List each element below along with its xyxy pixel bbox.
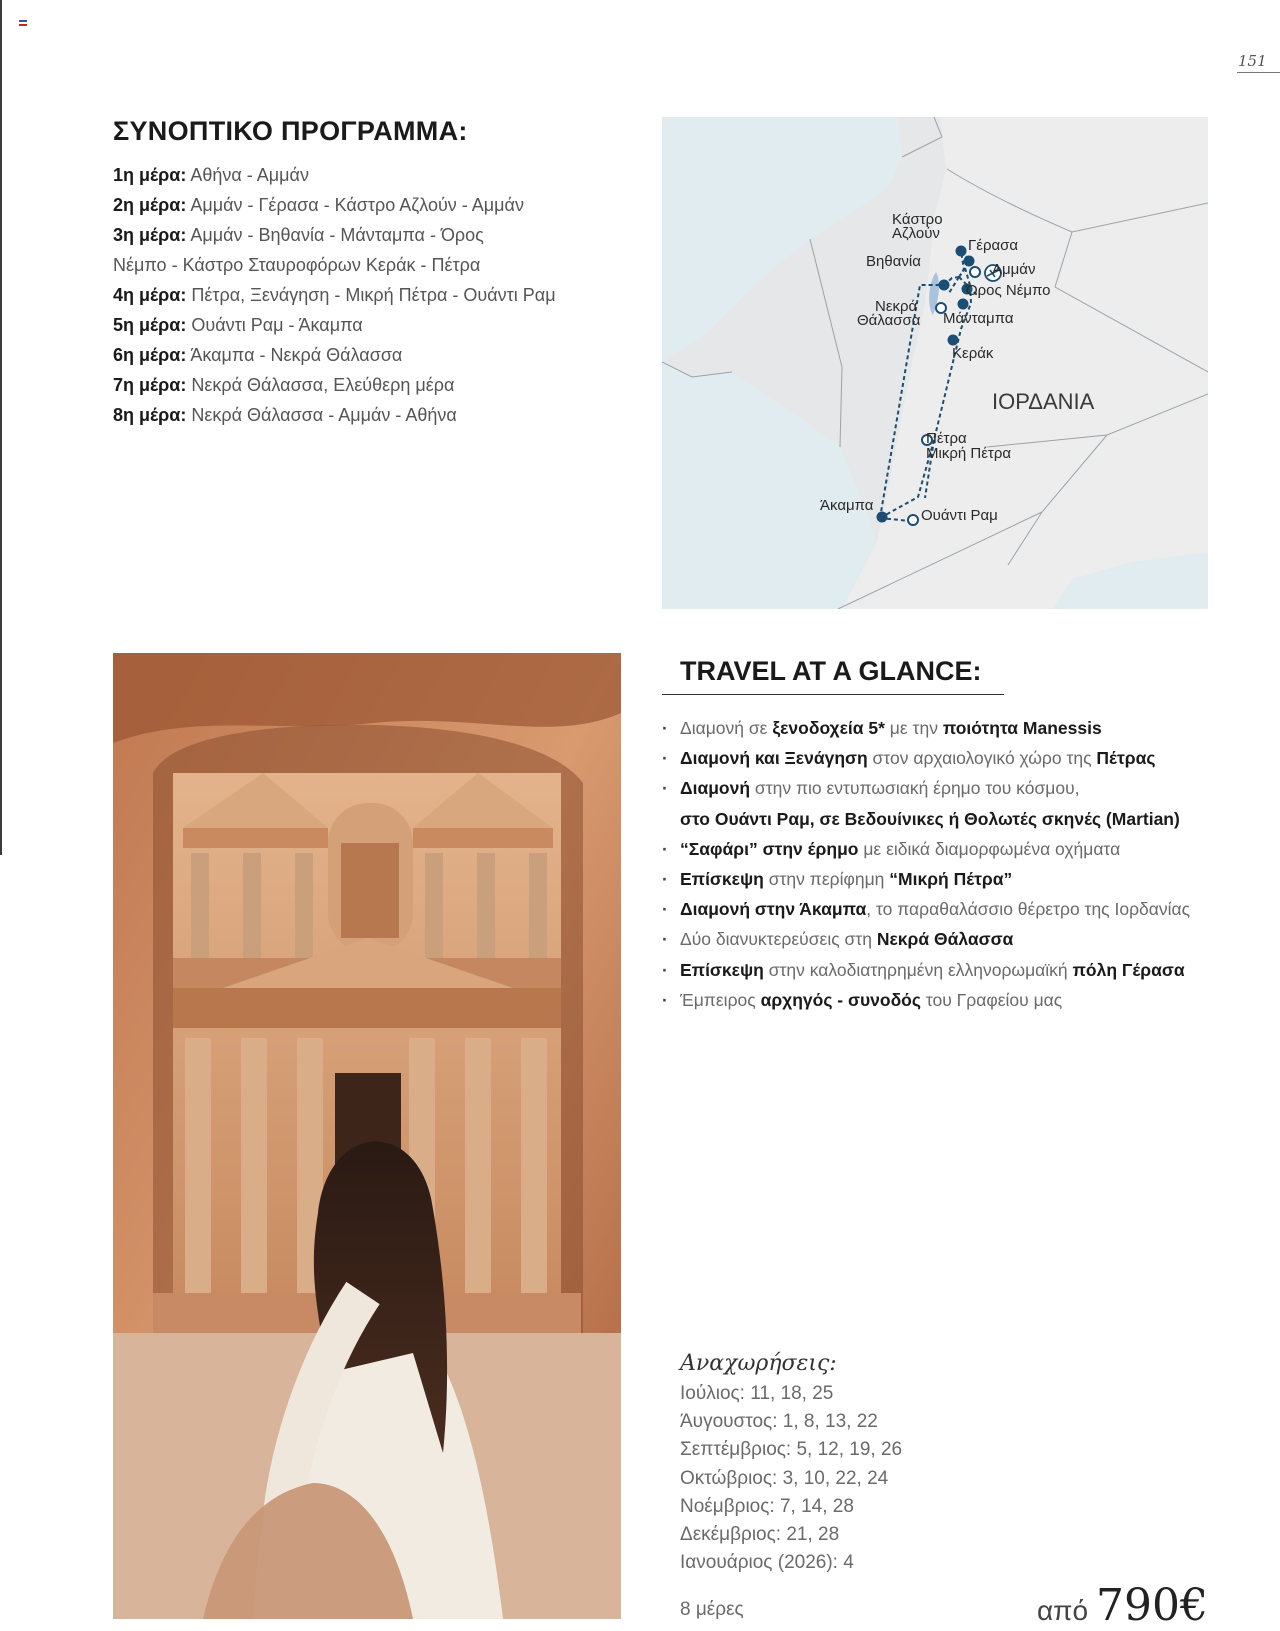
highlight-text: , το παραθαλάσσιο θέρετρο της Ιορδανίας <box>866 899 1191 920</box>
departure-item: Άυγουστος: 1, 8, 13, 22 <box>680 1411 878 1433</box>
itinerary-day <box>113 370 556 400</box>
highlight-bold-text: Διαμονή στην Άκαμπα <box>680 899 867 920</box>
departure-item: Δεκέμβριος: 21, 28 <box>680 1524 840 1546</box>
highlight-bold-text: “Μικρή Πέτρα” <box>889 869 1013 890</box>
highlight-bold-text: Διαμονή <box>680 778 751 799</box>
day-route: Άκαμπα - Νεκρά Θάλασσα <box>190 345 403 365</box>
highlight-item <box>662 955 1190 985</box>
highlight-item <box>662 894 1190 924</box>
highlight-bold-text: πόλη Γέρασα <box>1072 959 1185 980</box>
glance-title-rule <box>662 694 1004 695</box>
marker-kerak <box>948 335 959 346</box>
day-label: 1η μέρα: <box>113 165 187 185</box>
flag-icon <box>19 20 27 26</box>
day-route: Ουάντι Ραμ - Άκαμπα <box>191 315 363 335</box>
label-petra: Πέτρα <box>926 430 967 447</box>
label-azloun-1: Κάστρο <box>892 211 943 228</box>
summary-title: ΣΥΝΟΠΤΙΚΟ ΠΡΟΓΡΑΜΜΑ: <box>113 116 468 146</box>
highlight-text: Έμπειρος <box>680 989 761 1010</box>
itinerary-day <box>113 280 556 310</box>
highlight-item <box>662 773 1190 803</box>
label-nebo: Όρος Νέμπο <box>966 282 1051 299</box>
departure-item: Σεπτέμβριος: 5, 12, 19, 26 <box>680 1439 903 1461</box>
highlight-item <box>662 924 1190 954</box>
highlight-bold-text: Επίσκεψη <box>680 959 764 980</box>
day-route: Νεκρά Θάλασσα, Ελεύθερη μέρα <box>191 375 455 395</box>
petra-photo <box>113 653 621 1619</box>
day-route: Πέτρα, Ξενάγηση - Μικρή Πέτρα - Ουάντι Ραμ <box>191 285 556 305</box>
highlight-item <box>662 743 1190 773</box>
route-map <box>662 117 1208 609</box>
itinerary-day <box>113 340 556 370</box>
label-wadirum: Ουάντι Ραμ <box>921 507 998 524</box>
highlight-bold-text: ξενοδοχεία 5* <box>772 718 885 738</box>
marker-wadirum <box>908 515 918 525</box>
itinerary-day <box>113 160 556 190</box>
departure-item: Ιανουάριος (2026): 4 <box>680 1552 854 1574</box>
label-amman: Αμμάν <box>992 261 1036 278</box>
marker-gerasa <box>964 256 975 267</box>
day-route: Νέμπο - Κάστρο Σταυροφόρων Κεράκ - Πέτρα <box>113 255 481 275</box>
highlights-list <box>662 713 1190 1015</box>
highlight-text: του Γραφείου μας <box>920 989 1063 1010</box>
page-edge-line <box>0 0 2 855</box>
page-number: 151 <box>1238 52 1267 70</box>
highlight-bold-text: Επίσκεψη <box>680 869 764 890</box>
label-bethany: Βηθανία <box>866 253 921 270</box>
label-kerak: Κεράκ <box>952 345 994 362</box>
highlight-item <box>662 985 1190 1015</box>
page-number-rule <box>1237 72 1280 73</box>
itinerary-list <box>113 160 556 430</box>
highlight-text: στην πιο εντυπωσιακή έρημο του κόσμου, <box>750 778 1080 799</box>
day-label: 8η μέρα: <box>113 405 187 425</box>
highlight-item <box>662 834 1190 864</box>
highlight-item <box>662 864 1190 894</box>
departure-item: Ιούλιος: 11, 18, 25 <box>680 1383 834 1404</box>
day-route: Αθήνα - Αμμάν <box>190 165 309 185</box>
day-label: 7η μέρα: <box>113 375 187 395</box>
price-value: 790€ <box>1096 1580 1208 1631</box>
itinerary-day <box>113 220 556 250</box>
highlight-bold-text: αρχηγός - συνοδός <box>760 989 921 1010</box>
day-label: 2η μέρα: <box>113 195 187 215</box>
map-country-label: ΙΟΡΔΑΝΙΑ <box>992 389 1095 414</box>
highlight-text: στην περίφημη <box>763 869 890 890</box>
itinerary-day <box>113 400 556 430</box>
itinerary-day <box>113 310 556 340</box>
price-prefix: από <box>1036 1595 1089 1626</box>
label-aqaba: Άκαμπα <box>820 497 874 514</box>
day-route: Νεκρά Θάλασσα - Αμμάν - Αθήνα <box>191 405 457 425</box>
highlight-text: στην καλοδιατηρημένη ελληνορωμαϊκή <box>763 959 1073 980</box>
day-label: 4η μέρα: <box>113 285 187 305</box>
highlight-text: με την <box>884 718 943 738</box>
highlight-item <box>662 713 1190 743</box>
label-little-petra: Μικρή Πέτρα <box>926 445 1012 462</box>
glance-title: TRAVEL AT A GLANCE: <box>680 656 982 686</box>
highlight-bold-text: στο Ουάντι Ραμ, σε Βεδουίνικες ή Θολωτές σκηνές (Martian) <box>680 808 1180 829</box>
highlight-bold-text: Νεκρά Θάλασσα <box>876 929 1014 950</box>
itinerary-day <box>113 190 556 220</box>
highlight-text: με ειδικά διαμορφωμένα οχήματα <box>858 838 1121 859</box>
marker-azloun <box>956 246 967 257</box>
highlight-text: Δύο διανυκτερεύσεις στη <box>680 929 877 950</box>
highlight-bold-text: Πέτρας <box>1096 748 1156 769</box>
label-azloun-2: Αζλούν <box>892 225 940 242</box>
marker-bethany <box>939 280 950 291</box>
day-route: Αμμάν - Γέρασα - Κάστρο Αζλούν - Αμμάν <box>190 195 524 215</box>
trip-duration: 8 μέρες <box>680 1599 744 1620</box>
day-label: 6η μέρα: <box>113 345 187 365</box>
departures-title: Αναχωρήσεις: <box>680 1351 837 1376</box>
marker-amman <box>970 267 980 277</box>
label-madaba: Μάνταμπα <box>943 310 1014 327</box>
departures-list <box>680 1380 902 1577</box>
price <box>1037 1580 1208 1631</box>
highlight-bold-text: ποιότητα Manessis <box>942 718 1102 738</box>
highlight-bold-text: “Σαφάρι” στην έρημο <box>680 838 859 859</box>
day-label: 5η μέρα: <box>113 315 187 335</box>
highlight-text: στον αρχαιολογικό χώρο της <box>867 748 1097 769</box>
label-deadsea-1: Νεκρά <box>875 298 918 315</box>
day-route: Αμμάν - Βηθανία - Μάνταμπα - Όρος <box>190 225 484 245</box>
departure-item: Οκτώβριος: 3, 10, 22, 24 <box>680 1467 889 1489</box>
marker-madaba <box>958 299 969 310</box>
highlight-text: Διαμονή σε <box>680 718 773 738</box>
itinerary-day-continued <box>113 250 556 280</box>
highlight-bold-text: Διαμονή και Ξενάγηση <box>680 748 868 769</box>
day-label: 3η μέρα: <box>113 225 187 245</box>
label-gerasa: Γέρασα <box>968 237 1019 254</box>
label-deadsea-2: Θάλασσα <box>857 312 921 329</box>
marker-aqaba <box>877 512 888 523</box>
departure-item: Νοέμβριος: 7, 14, 28 <box>680 1495 854 1517</box>
highlight-item <box>662 804 1190 834</box>
